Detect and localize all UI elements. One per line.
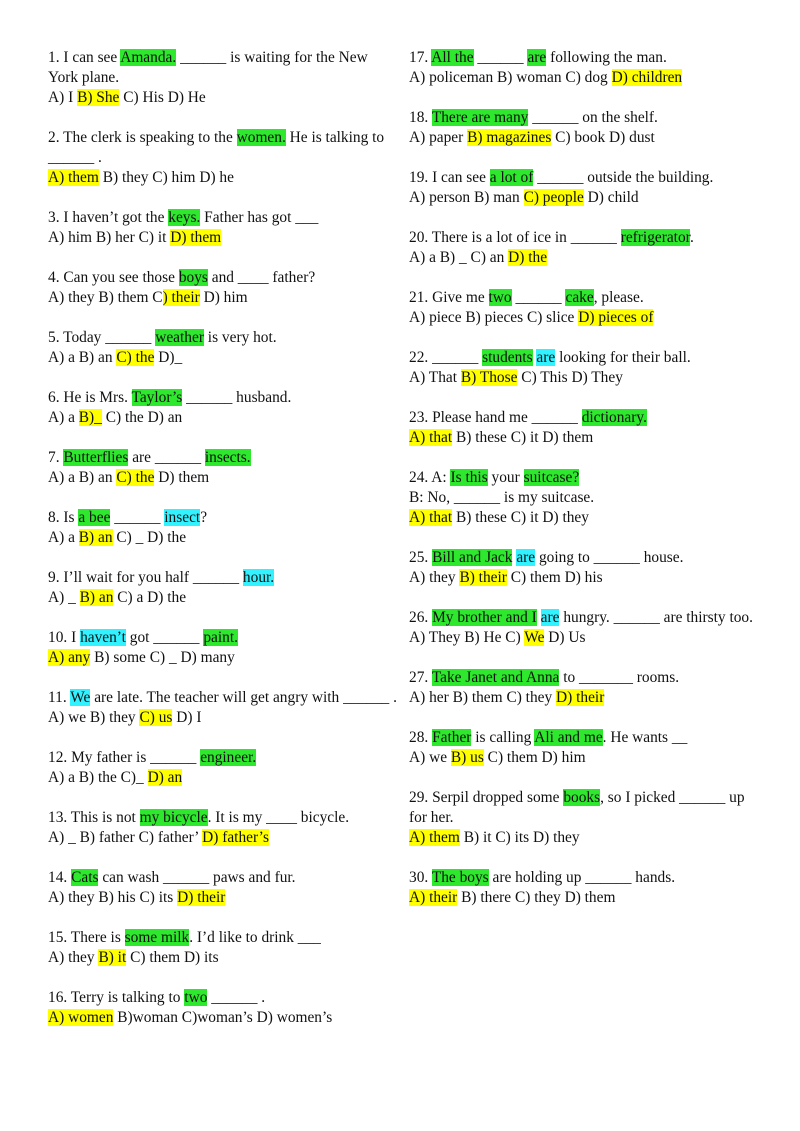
text-run: B: No, ______ is my suitcase. (409, 489, 595, 506)
cyan-highlight: are (540, 609, 560, 626)
question-text (48, 688, 398, 708)
text-run: D) him (199, 289, 248, 306)
text-run: are late. The teacher will get angry with ______ . (90, 689, 397, 706)
answer-options (409, 888, 759, 908)
text-run: D) I (172, 709, 202, 726)
text-run: ______ (473, 49, 528, 66)
text-run: 20. There is a lot of ice in ______ (409, 229, 621, 246)
answer-options (48, 708, 398, 728)
question-item (48, 568, 398, 608)
text-run: 5. Today ______ (48, 329, 156, 346)
answer-highlight: D) their (177, 889, 226, 906)
question-text (48, 48, 398, 88)
green-highlight: Ali and me (534, 729, 603, 746)
question-item (409, 168, 759, 208)
question-text (409, 488, 759, 508)
text-run: 25. (409, 549, 433, 566)
question-item (409, 868, 759, 908)
green-highlight: some milk (124, 929, 190, 946)
text-run: 30. (409, 869, 432, 886)
text-run: D)_ (154, 349, 183, 366)
answer-highlight: C) the (116, 469, 155, 486)
question-text (409, 608, 759, 628)
text-run: A) they (48, 949, 99, 966)
text-run: is very hot. (203, 329, 277, 346)
green-highlight: Take Janet and Anna (431, 669, 560, 686)
green-highlight: two (488, 289, 512, 306)
text-run: following the man. (546, 49, 667, 66)
question-text (409, 468, 759, 488)
text-run: ______ outside the building. (533, 169, 714, 186)
text-run: 27. (409, 669, 432, 686)
question-item (409, 408, 759, 448)
answer-options (409, 368, 759, 388)
text-run: He is talking to ______ . (48, 129, 385, 166)
text-run: A) I (48, 89, 78, 106)
green-highlight: are (527, 49, 547, 66)
text-run: B) some C) _ D) many (90, 649, 235, 666)
question-item (48, 988, 398, 1028)
text-run: B) they C) him D) he (98, 169, 234, 186)
question-text (48, 928, 398, 948)
answer-highlight: D) the (508, 249, 548, 266)
question-text (48, 568, 398, 588)
green-highlight: Taylor’s (131, 389, 183, 406)
answer-highlight: D) an (147, 769, 183, 786)
text-run: 28. (409, 729, 433, 746)
green-highlight: a bee (78, 509, 111, 526)
question-item (409, 48, 759, 88)
green-highlight: a lot of (489, 169, 534, 186)
question-item (409, 288, 759, 328)
green-highlight: weather (155, 329, 204, 346)
question-item (48, 208, 398, 248)
text-run: 21. Give me (409, 289, 489, 306)
answer-highlight: A) women (48, 1009, 114, 1026)
answer-options (409, 628, 759, 648)
answer-options (409, 688, 759, 708)
text-run: C) them D) its (126, 949, 219, 966)
text-run: B) these C) it D) they (452, 509, 589, 526)
text-run: 8. Is (48, 509, 79, 526)
answer-options (409, 568, 759, 588)
green-highlight: Amanda. (120, 49, 177, 66)
answer-highlight: C) the (116, 349, 155, 366)
question-text (409, 868, 759, 888)
answer-highlight: B) Those (460, 369, 518, 386)
answer-highlight: D) their (556, 689, 605, 706)
green-highlight: engineer. (200, 749, 257, 766)
text-run: A) policeman B) woman C) dog (409, 69, 612, 86)
text-run: . I’d like to drink ___ (189, 929, 321, 946)
text-run: A) That (409, 369, 461, 386)
answer-options (48, 888, 398, 908)
question-item (48, 868, 398, 908)
text-run: , so I picked ______ up for her. (409, 789, 745, 826)
text-run: 16. Terry is talking to (48, 989, 185, 1006)
right-column (409, 48, 759, 928)
text-run: A) piece B) pieces C) slice (409, 309, 579, 326)
text-run: 26. (409, 609, 433, 626)
text-run: A) person B) man (409, 189, 524, 206)
green-highlight: Is this (450, 469, 488, 486)
cyan-highlight: We (70, 689, 91, 706)
answer-highlight: B) us (450, 749, 484, 766)
text-run: are holding up ______ hands. (488, 869, 676, 886)
text-run: to _______ rooms. (559, 669, 680, 686)
answer-highlight: A) that (409, 429, 453, 446)
question-item (409, 788, 759, 848)
answer-highlight: We (524, 629, 545, 646)
text-run: 7. (48, 449, 64, 466)
answer-options (409, 188, 759, 208)
question-item (48, 688, 398, 728)
question-text (409, 168, 759, 188)
question-text (48, 988, 398, 1008)
answer-highlight: A) them (48, 169, 99, 186)
text-run: D) them (154, 469, 210, 486)
question-item (409, 668, 759, 708)
green-highlight: All the (431, 49, 474, 66)
answer-options (48, 348, 398, 368)
text-run: ______ (110, 509, 165, 526)
question-item (409, 348, 759, 388)
text-run: A) They B) He C) (409, 629, 525, 646)
question-item (48, 128, 398, 188)
question-item (409, 608, 759, 648)
text-run: . (689, 229, 694, 246)
green-highlight: two (184, 989, 208, 1006)
text-run: A) a B) an (48, 349, 117, 366)
green-highlight: boys (178, 269, 208, 286)
answer-options (48, 228, 398, 248)
text-run: ? (200, 509, 208, 526)
question-text (48, 268, 398, 288)
text-run: C) His D) He (119, 89, 206, 106)
text-run: 4. Can you see those (48, 269, 179, 286)
answer-highlight: A) any (48, 649, 91, 666)
answer-options (48, 168, 398, 188)
question-text (48, 328, 398, 348)
question-item (48, 628, 398, 668)
question-text (48, 748, 398, 768)
answer-options (48, 948, 398, 968)
text-run: 10. I (48, 629, 81, 646)
green-highlight: students (482, 349, 533, 366)
question-text (409, 668, 759, 688)
text-run: are ______ (128, 449, 205, 466)
text-run: B) there C) they D) them (457, 889, 616, 906)
answer-options (409, 748, 759, 768)
text-run: D) child (583, 189, 639, 206)
cyan-highlight: insect (164, 509, 201, 526)
text-run: A) they (409, 569, 460, 586)
question-text (48, 388, 398, 408)
text-run: B)woman C)woman’s D) women’s (113, 1009, 333, 1026)
green-highlight: My brother and I (432, 609, 537, 626)
question-text (409, 728, 759, 748)
question-text (409, 108, 759, 128)
text-run: 11. (48, 689, 71, 706)
question-text (409, 48, 759, 68)
text-run: C) them D) his (506, 569, 603, 586)
text-run: ______ is waiting for the New York plane. (48, 49, 368, 86)
green-highlight: insects. (204, 449, 251, 466)
answer-highlight: D) father’s (202, 829, 269, 846)
answer-options (48, 1008, 398, 1028)
text-run: ______ on the shelf. (528, 109, 658, 126)
text-run: Father has got ___ (200, 209, 319, 226)
green-highlight: Bill and Jack (432, 549, 513, 566)
green-highlight: keys. (168, 209, 201, 226)
answer-options (48, 828, 398, 848)
text-run: is calling (471, 729, 535, 746)
answer-highlight: B) their (459, 569, 507, 586)
cyan-highlight: are (536, 349, 556, 366)
question-text (48, 868, 398, 888)
question-text (409, 788, 759, 828)
question-text (48, 448, 398, 468)
answer-highlight: A) them (409, 829, 460, 846)
text-run: C) This D) They (517, 369, 623, 386)
text-run: A) _ B) father C) father’ (48, 829, 203, 846)
text-run: 24. A: (409, 469, 451, 486)
question-item (48, 448, 398, 488)
text-run: A) a B) an (48, 469, 117, 486)
text-run: A) him B) her C) it (48, 229, 171, 246)
green-highlight: cake (565, 289, 594, 306)
answer-highlight: D) pieces of (578, 309, 654, 326)
green-highlight: suitcase? (523, 469, 580, 486)
text-run: ______ (511, 289, 566, 306)
question-text (409, 228, 759, 248)
text-run: A) a (48, 529, 79, 546)
question-item (48, 48, 398, 108)
text-run: A) her B) them C) they (409, 689, 557, 706)
cyan-highlight: hour. (242, 569, 275, 586)
question-text (48, 208, 398, 228)
question-item (48, 808, 398, 848)
green-highlight: The boys (431, 869, 489, 886)
answer-options (48, 588, 398, 608)
question-text (48, 508, 398, 528)
answer-options (48, 648, 398, 668)
green-highlight: refrigerator (620, 229, 690, 246)
text-run: hungry. ______ are thirsty too. (559, 609, 753, 626)
answer-highlight: B) an (78, 529, 113, 546)
question-item (409, 108, 759, 148)
green-highlight: There are many (431, 109, 529, 126)
text-run: C) a D) the (113, 589, 187, 606)
question-item (409, 548, 759, 588)
question-item (48, 928, 398, 968)
answer-options (409, 828, 759, 848)
text-run: A) a B) _ C) an (409, 249, 509, 266)
question-text (409, 348, 759, 368)
text-run: 23. Please hand me ______ (409, 409, 582, 426)
left-column (48, 48, 398, 1048)
text-run: 15. There is (48, 929, 125, 946)
text-run: 19. I can see (409, 169, 490, 186)
text-run: A) a B) the C)_ (48, 769, 148, 786)
text-run: D) Us (544, 629, 586, 646)
green-highlight: my bicycle (139, 809, 208, 826)
answer-highlight: C) us (139, 709, 173, 726)
text-run: B) it C) its D) they (459, 829, 580, 846)
text-run: . It is my ____ bicycle. (207, 809, 350, 826)
green-highlight: paint. (203, 629, 238, 646)
text-run: A) we B) they (48, 709, 140, 726)
answer-highlight: B) magazines (467, 129, 552, 146)
green-highlight: Butterflies (63, 449, 129, 466)
text-run: 13. This is not (48, 809, 140, 826)
text-run: . He wants __ (602, 729, 688, 746)
answer-highlight: B)_ (78, 409, 102, 426)
text-run: 18. (409, 109, 432, 126)
answer-highlight: A) their (409, 889, 458, 906)
green-highlight: books (563, 789, 601, 806)
text-run: A) they B) his C) its (48, 889, 178, 906)
answer-highlight: C) people (523, 189, 584, 206)
question-text (48, 628, 398, 648)
question-item (409, 728, 759, 768)
question-item (48, 508, 398, 548)
text-run: and ____ father? (207, 269, 316, 286)
answer-options (48, 288, 398, 308)
answer-options (48, 528, 398, 548)
green-highlight: dictionary. (581, 409, 647, 426)
text-run: A) _ (48, 589, 80, 606)
text-run: C) the D) an (101, 409, 183, 426)
question-item (48, 328, 398, 368)
answer-options (48, 768, 398, 788)
green-highlight: Cats (71, 869, 99, 886)
text-run: A) a (48, 409, 79, 426)
question-item (409, 468, 759, 528)
answer-highlight: A) that (409, 509, 453, 526)
question-text (48, 128, 398, 168)
text-run: ______ husband. (182, 389, 292, 406)
text-run: A) paper (409, 129, 468, 146)
green-highlight: Father (432, 729, 472, 746)
text-run: looking for their ball. (555, 349, 691, 366)
answer-options (48, 468, 398, 488)
question-text (48, 808, 398, 828)
answer-options (48, 408, 398, 428)
text-run: A) they B) them C (48, 289, 163, 306)
answer-highlight: D) them (170, 229, 222, 246)
text-run: 6. He is Mrs. (48, 389, 132, 406)
text-run: 1. I can see (48, 49, 121, 66)
question-text (409, 288, 759, 308)
answer-options (48, 88, 398, 108)
question-text (409, 408, 759, 428)
answer-highlight: B) an (79, 589, 114, 606)
text-run: A) we (409, 749, 451, 766)
text-run: 3. I haven’t got the (48, 209, 169, 226)
text-run: your (487, 469, 524, 486)
answer-highlight: B) She (77, 89, 120, 106)
answer-options (409, 128, 759, 148)
text-run: 12. My father is ______ (48, 749, 201, 766)
text-run: 29. Serpil dropped some (409, 789, 564, 806)
text-run: can wash ______ paws and fur. (98, 869, 296, 886)
question-item (48, 748, 398, 788)
question-item (409, 228, 759, 268)
answer-options (409, 68, 759, 88)
text-run: C) them D) him (483, 749, 586, 766)
green-highlight: women. (236, 129, 286, 146)
question-text (409, 548, 759, 568)
text-run: , please. (593, 289, 644, 306)
cyan-highlight: are (516, 549, 536, 566)
answer-highlight: D) children (611, 69, 683, 86)
question-item (48, 388, 398, 428)
text-run: 17. (409, 49, 432, 66)
answer-options (409, 508, 759, 528)
text-run: C) _ D) the (112, 529, 187, 546)
text-run: 2. The clerk is speaking to the (48, 129, 237, 146)
text-run: B) these C) it D) them (452, 429, 594, 446)
answer-options (409, 428, 759, 448)
text-run: 9. I’ll wait for you half ______ (48, 569, 243, 586)
answer-highlight: ) their (162, 289, 200, 306)
text-run: going to ______ house. (535, 549, 684, 566)
question-item (48, 268, 398, 308)
cyan-highlight: haven’t (80, 629, 126, 646)
answer-highlight: B) it (98, 949, 127, 966)
text-run: C) book D) dust (551, 129, 655, 146)
text-run: ______ . (207, 989, 266, 1006)
text-run: 14. (48, 869, 72, 886)
text-run: got ______ (125, 629, 204, 646)
answer-options (409, 248, 759, 268)
text-run: 22. ______ (409, 349, 483, 366)
answer-options (409, 308, 759, 328)
